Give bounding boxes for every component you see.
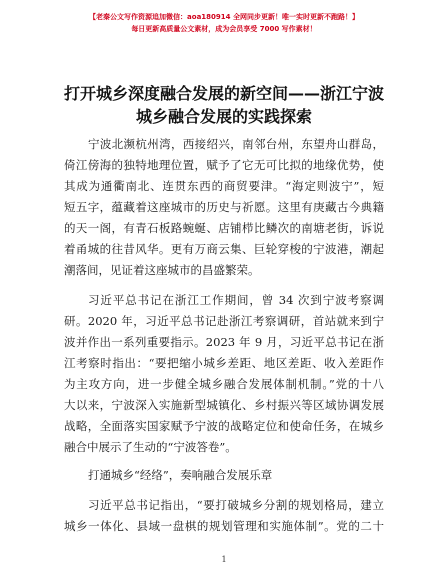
document-title-line-2: 城乡融合发展的实践探索 xyxy=(135,107,312,126)
body-text-line: 为主攻方向，进一步健全城乡融合发展体制机制。”党的十八 xyxy=(64,377,384,391)
body-text-line: 研。2020 年，习近平总书记赴浙江考察调研，首站就来到宁 xyxy=(64,314,384,328)
body-text-line: 江考察时指出：“要把缩小城乡差距、地区差距、收入差距作 xyxy=(64,356,384,370)
body-text-line: 城乡一体化、县域一盘棋的规划管理和实施体制”。党的二十 xyxy=(64,519,384,533)
promo-banner-line-1: 【老秦公文写作资源追加微信：aoa180914 全网同步更新！唯一实时更新不跑路！】 xyxy=(89,13,359,21)
page-number: 1 xyxy=(221,555,227,564)
body-text-line: 宁波北濒杭州湾，西接绍兴，南邻台州，东望舟山群岛， xyxy=(88,137,384,151)
body-text-line: 的天一阁，有青石板路蜿蜒、店铺栉比鳞次的南塘老街，诉说 xyxy=(64,221,384,235)
document-title-line-1: 打开城乡深度融合发展的新空间——浙江宁波 xyxy=(63,84,384,103)
body-text-line: 短五字，蕴藏着这座城市的历史与祈愿。这里有庚藏古今典籍 xyxy=(64,200,384,214)
body-text-line: 习近平总书记在浙江工作期间，曾 34 次到宁波考察调 xyxy=(88,293,384,307)
body-text-line: 大以来，宁波深入实施新型城镇化、乡村振兴等区域协调发展 xyxy=(64,398,384,412)
body-text-line: 习近平总书记指出，“要打破城乡分割的规划格局，建立 xyxy=(88,498,384,512)
body-text-line: 潮落间，见证着这座城市的昌盛繁荣。 xyxy=(64,263,260,277)
promo-banner-line-2: 每日更新高质量公文素材，成为会员享受 7000 写作素材！ xyxy=(131,25,317,33)
body-text-line: 倚江傍海的独特地理位置，赋予了它无可比拟的地缘优势，使 xyxy=(64,158,384,172)
body-text-line: 融合中展示了生动的“宁波答卷”。 xyxy=(64,440,237,454)
body-text-line: 波并作出一系列重要指示。2023 年 9 月，习近平总书记在浙 xyxy=(64,335,384,349)
body-text-line: 其成为通衢南北、连贯东西的商贸要津。“海定则波宁”，短 xyxy=(64,179,384,193)
section-subheading: 打通城乡“经络”，奏响融合发展乐章 xyxy=(88,468,273,482)
body-text-line: 着甬城的往昔风华。更有万商云集、巨轮穿梭的宁波港，潮起 xyxy=(64,242,384,256)
body-text-line: 战略，全面落实国家赋予宁波的战略定位和使命任务，在城乡 xyxy=(64,419,384,433)
